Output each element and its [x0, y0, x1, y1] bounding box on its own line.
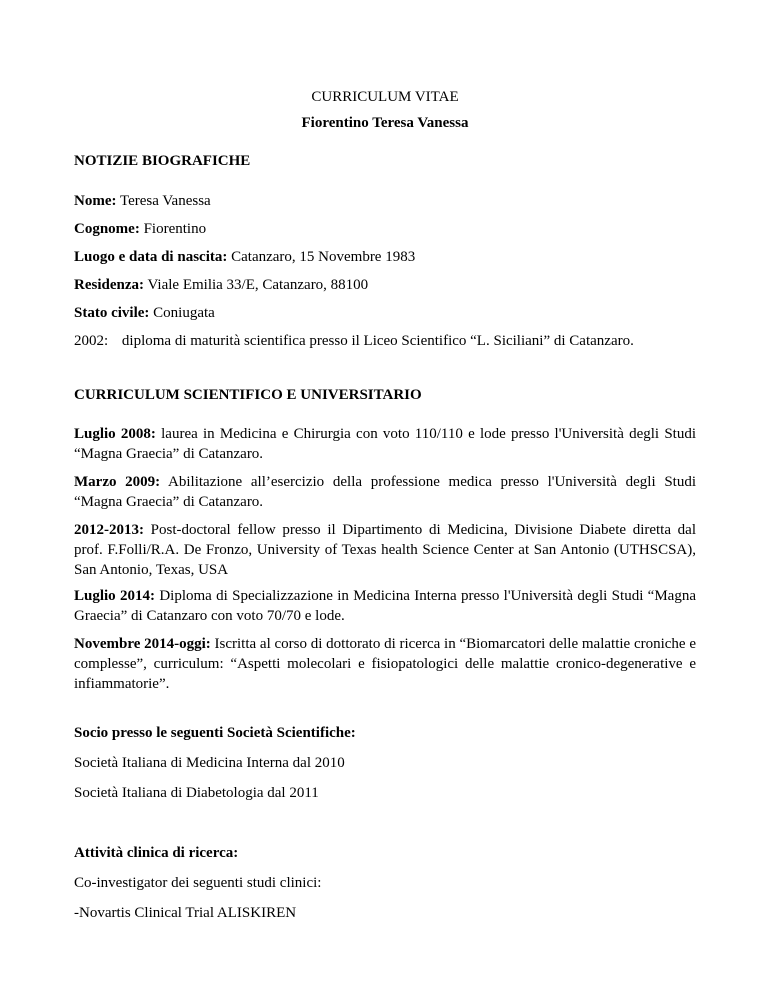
- society-item: Società Italiana di Medicina Interna dal 2010: [74, 755, 345, 771]
- cv-entry-date: Luglio 2008:: [74, 426, 156, 442]
- bio-nome-label: Nome:: [74, 193, 117, 209]
- bio-nascita-label: Luogo e data di nascita:: [74, 249, 228, 265]
- cv-entry-text: Post-doctoral fellow presso il Dipartimento di Medicina, Divisione Diabete diretta dal prof. F.Folli/R.A. De Fronzo, University of Texas health Science Center at San Antonio (UTHSCSA), San Antonio, Texas, USA: [74, 522, 696, 578]
- person-name: Fiorentino Teresa Vanessa: [301, 115, 469, 131]
- bio-stato-value: Coniugata: [153, 305, 215, 321]
- bio-diploma: [74, 330, 634, 353]
- section-heading-research: Attività clinica di ricerca:: [74, 845, 239, 861]
- cv-entry: [74, 424, 696, 464]
- research-intro: Co-investigator dei seguenti studi clinici:: [74, 875, 322, 891]
- cv-entry: [74, 472, 696, 512]
- bio-nome: [74, 190, 211, 213]
- section-heading-societies: Socio presso le seguenti Società Scientifiche:: [74, 725, 356, 741]
- bio-nascita: [74, 246, 415, 269]
- cv-entry-text: Diploma di Specializzazione in Medicina Interna presso l'Università degli Studi “Magna Graecia” di Catanzaro con voto 70/70 e lode.: [74, 588, 696, 624]
- bio-cognome-label: Cognome:: [74, 221, 140, 237]
- document-title: CURRICULUM VITAE: [311, 89, 459, 105]
- bio-nome-value: Teresa Vanessa: [119, 193, 211, 209]
- bio-diploma-text: diploma di maturità scientifica presso il Liceo Scientifico “L. Siciliani” di Catanzaro.: [121, 333, 634, 349]
- bio-residenza-value: Viale Emilia 33/E, Catanzaro, 88100: [147, 277, 369, 293]
- bio-cognome-value: Fiorentino: [143, 221, 207, 237]
- bio-diploma-year: 2002:: [74, 333, 109, 349]
- cv-entry-text: laurea in Medicina e Chirurgia con voto 110/110 e lode presso l'Università degli Studi “Magna Graecia” di Catanzaro.: [74, 426, 696, 462]
- cv-entry-date: Marzo 2009:: [74, 474, 161, 490]
- cv-entry-text: Abilitazione all’esercizio della professione medica presso l'Università degli Studi “Magna Graecia” di Catanzaro.: [74, 474, 696, 510]
- bio-stato-label: Stato civile:: [74, 305, 150, 321]
- section-heading-bio: NOTIZIE BIOGRAFICHE: [74, 153, 251, 169]
- cv-entry-date: Luglio 2014:: [74, 588, 156, 604]
- bio-residenza: [74, 274, 368, 297]
- section-heading-cv: CURRICULUM SCIENTIFICO E UNIVERSITARIO: [74, 387, 422, 403]
- cv-entry-date: Novembre 2014-oggi:: [74, 636, 211, 652]
- cv-entry: [74, 586, 696, 626]
- cv-entry-date: 2012-2013:: [74, 522, 144, 538]
- research-item: -Novartis Clinical Trial ALISKIREN: [74, 905, 297, 921]
- bio-cognome: [74, 218, 206, 241]
- bio-residenza-label: Residenza:: [74, 277, 144, 293]
- cv-entry: [74, 520, 696, 580]
- bio-stato-civile: [74, 302, 215, 325]
- cv-entry-text: Iscritta al corso di dottorato di ricerca in “Biomarcatori delle malattie croniche e complesse”, curriculum: “Aspetti molecolari e fisiopatologici delle malattie cronico-degenerative e infiammatorie”.: [74, 636, 696, 692]
- cv-entry: [74, 634, 696, 694]
- society-item: Società Italiana di Diabetologia dal 2011: [74, 785, 319, 801]
- bio-nascita-value: Catanzaro, 15 Novembre 1983: [231, 249, 416, 265]
